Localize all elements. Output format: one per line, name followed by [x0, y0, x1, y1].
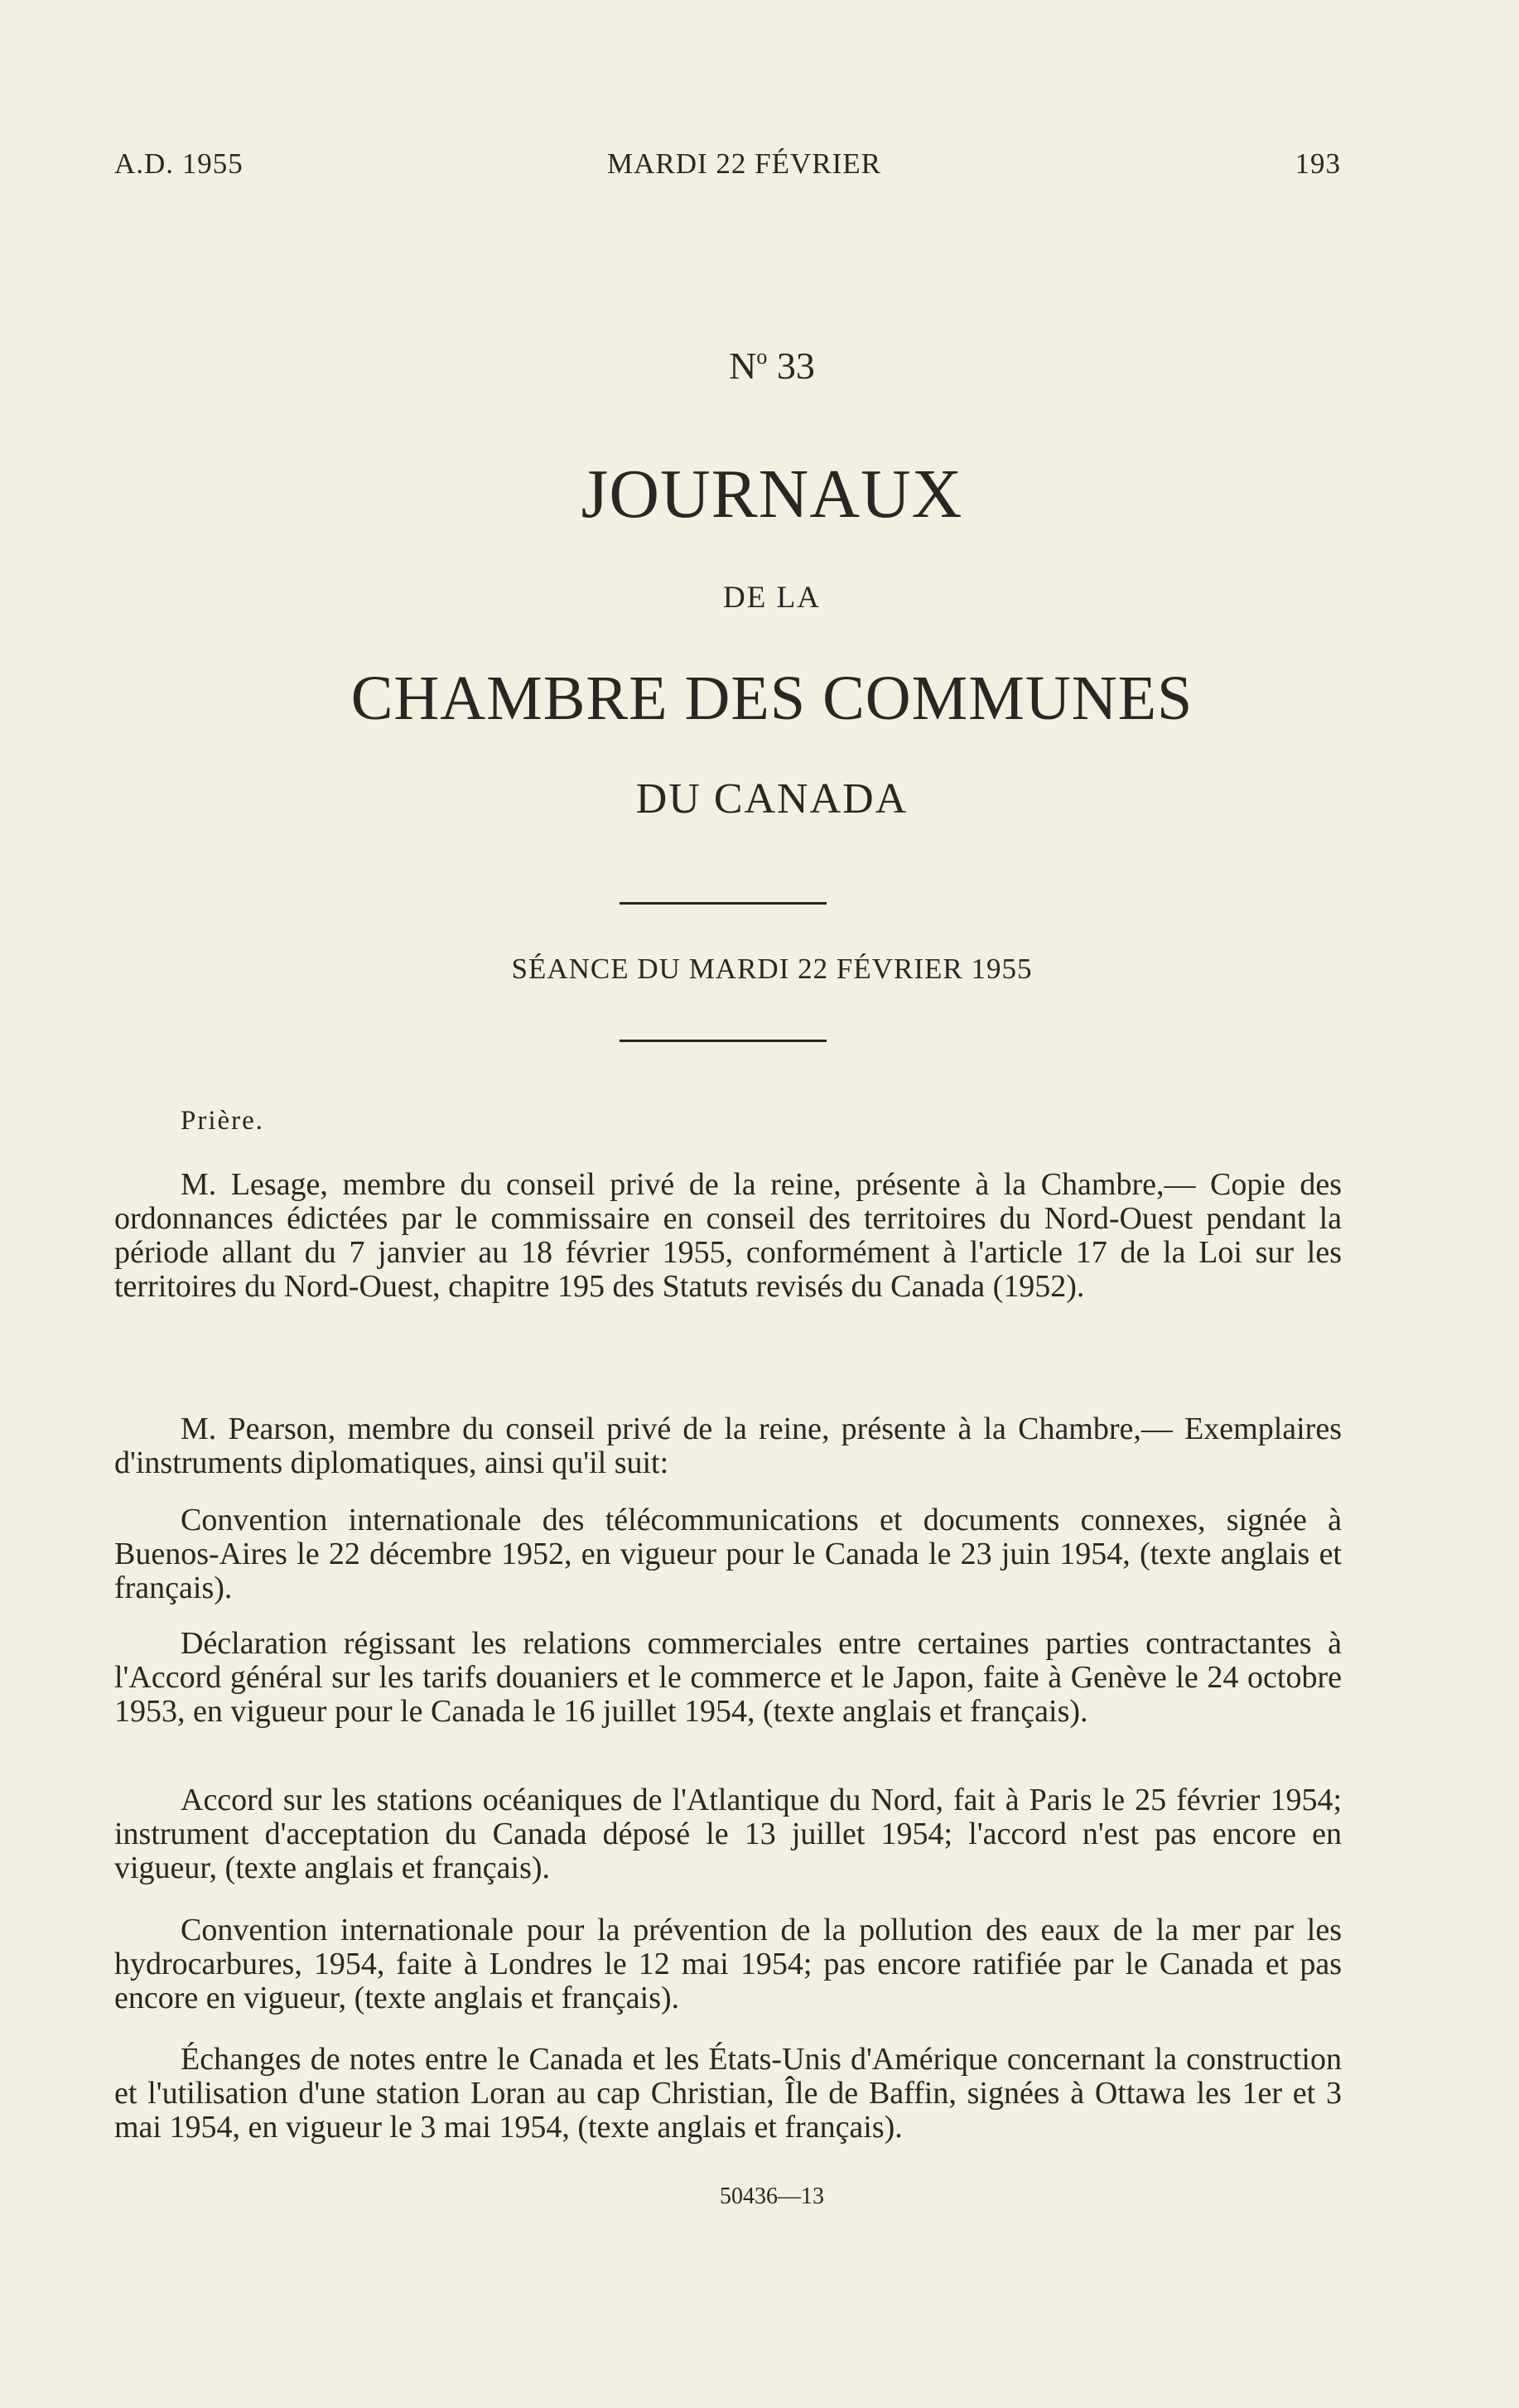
paragraph-item-3: Accord sur les stations océaniques de l'Atlantique du Nord, fait à Paris le 25 février 1954; instrument d'acceptation du Canada déposé le 13 juillet 1954; l'accord n'est pas encore en vigueur, (texte anglais et français).	[114, 1783, 1342, 1885]
paragraph-item-1: Convention internationale des télécommunications et documents connexes, signée à Buenos-Aires le 22 décembre 1952, en vigueur pour le Canada le 23 juin 1954, (texte anglais et français).	[114, 1503, 1342, 1605]
priere-label: Prière.	[181, 1106, 265, 1136]
divider-rule-bottom	[620, 1040, 827, 1042]
title-chambre: CHAMBRE DES COMMUNES	[350, 664, 1194, 733]
divider-rule-top	[620, 902, 827, 905]
running-head	[114, 147, 1341, 189]
title-du-canada: DU CANADA	[635, 775, 909, 823]
header-page-number: 193	[1295, 147, 1341, 180]
title-de-la: DE LA	[723, 581, 821, 615]
paragraph-item-2: Déclaration régissant les relations commerciales entre certaines parties contractantes à l'Accord général sur les tarifs douaniers et le commerce et le Japon, faite à Genève le 24 octobre 1953, en vigueur pour le Canada le 16 juillet 1954, (texte anglais et français).	[114, 1626, 1342, 1729]
footer-code: 50436—13	[720, 2184, 824, 2209]
paragraph-pearson: M. Pearson, membre du conseil privé de la reine, présente à la Chambre,— Exemplaires d'instruments diplomatiques, ainsi qu'il suit:	[114, 1412, 1342, 1480]
paragraph-item-4: Convention internationale pour la prévention de la pollution des eaux de la mer par les hydrocarbures, 1954, faite à Londres le 12 mai 1954; pas encore ratifiée par le Canada et pas encore en vigueur, (texte anglais et français).	[114, 1913, 1342, 2015]
paragraph-item-5: Échanges de notes entre le Canada et les États-Unis d'Amérique concernant la construction et l'utilisation d'une station Loran au cap Christian, Île de Baffin, signées à Ottawa les 1er et 3 mai 1954, en vigueur le 3 mai 1954, (texte anglais et français).	[114, 2042, 1342, 2145]
issue-number-sup: o	[756, 345, 768, 369]
issue-number	[0, 344, 1519, 388]
issue-number-prefix: N	[729, 345, 757, 387]
seance-heading: SÉANCE DU MARDI 22 FÉVRIER 1955	[511, 953, 1033, 985]
header-year: A.D. 1955	[114, 147, 244, 180]
paragraph-lesage: M. Lesage, membre du conseil privé de la reine, présente à la Chambre,— Copie des ordonnances édictées par le commissaire en conseil des territoires du Nord-Ouest pendant la période allant du 7 janvier au 18 février 1955, conformément à l'article 17 de la Loi sur les territoires du Nord-Ouest, chapitre 195 des Statuts revisés du Canada (1952).	[114, 1167, 1342, 1304]
issue-number-value: 33	[767, 345, 815, 387]
header-date: MARDI 22 FÉVRIER	[606, 147, 882, 180]
title-journaux: JOURNAUX	[581, 456, 963, 533]
